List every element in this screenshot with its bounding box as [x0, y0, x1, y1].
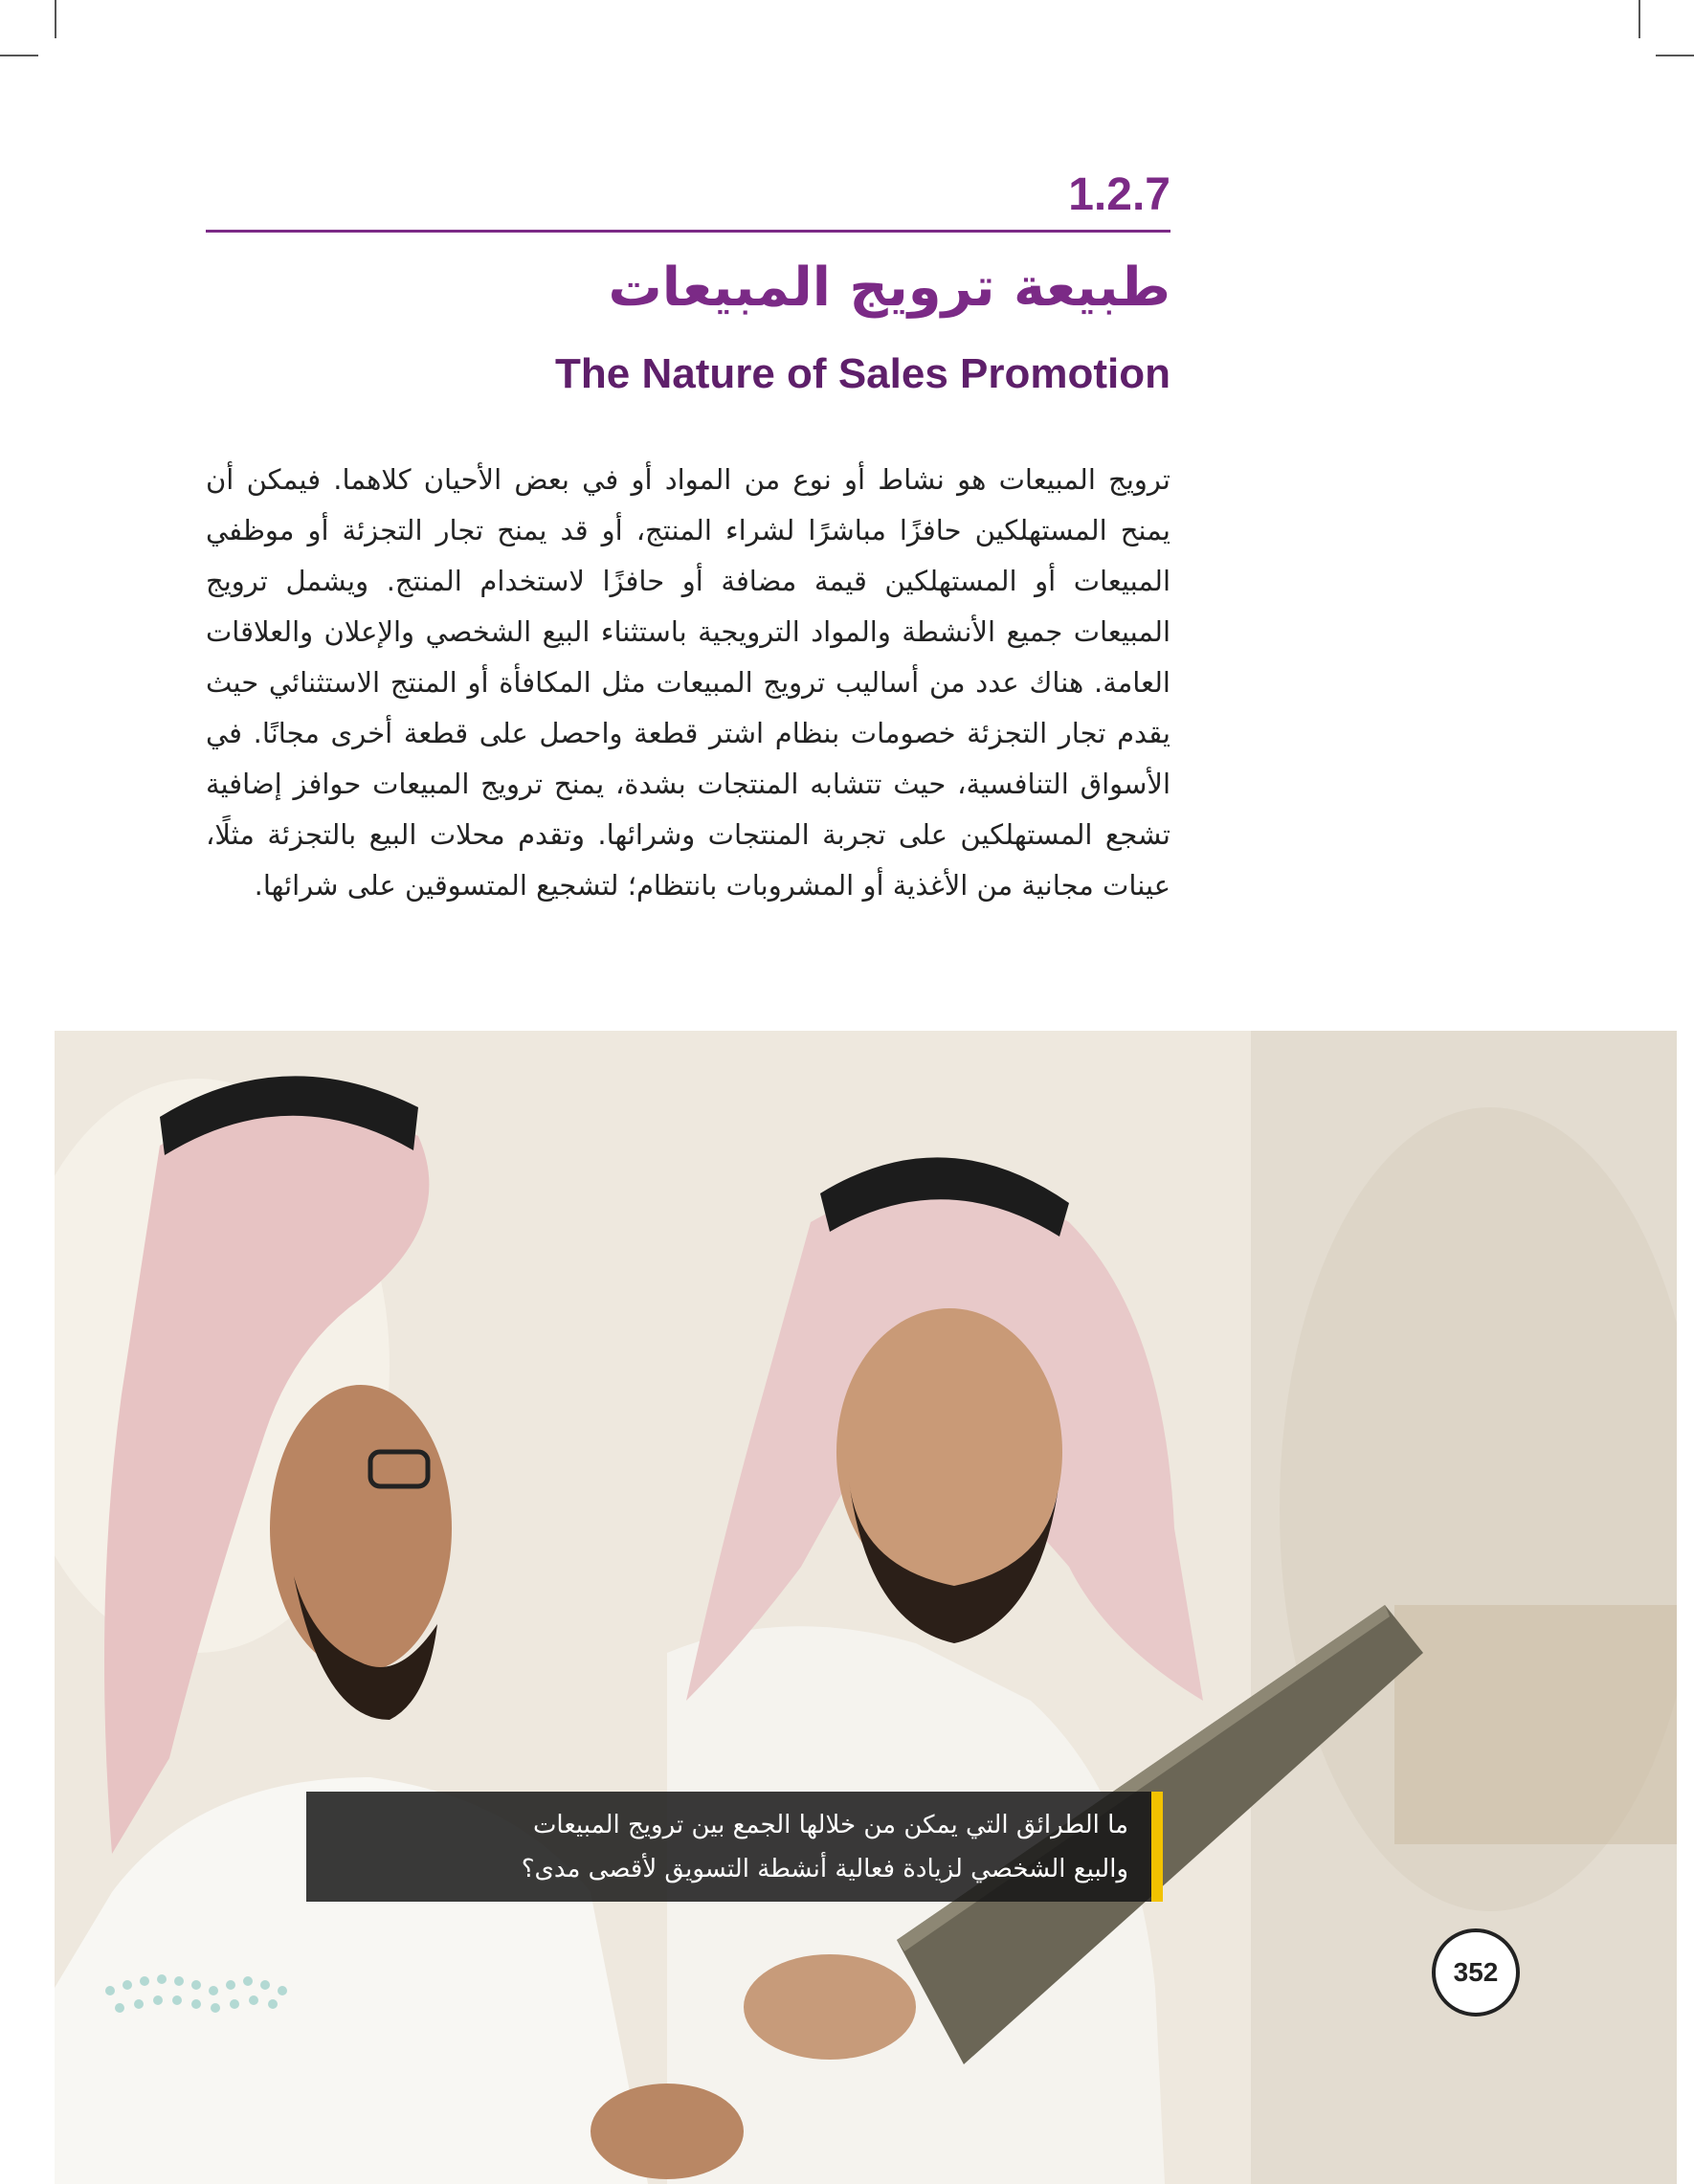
- crop-mark: [55, 0, 56, 38]
- section-number: 1.2.7: [1068, 169, 1170, 220]
- question-callout: [306, 1792, 1163, 1902]
- page-title-english: The Nature of Sales Promotion: [555, 350, 1170, 397]
- page-number: 352: [1432, 1928, 1520, 2017]
- question-line-2: والبيع الشخصي لزيادة فعالية أنشطة التسويق لأقصى مدى؟: [521, 1855, 1128, 1883]
- logo-icon: [91, 1972, 321, 2077]
- crop-mark: [1656, 55, 1694, 56]
- body-paragraph: ترويج المبيعات هو نشاط أو نوع من المواد أو في بعض الأحيان كلاهما. فيمكن أن يمنح المستهلكين حافزًا مباشرًا لشراء المنتج، أو قد يمنح تجار التجزئة أو موظفي المبيعات أو المستهلكين قيمة مضافة أو حافزًا لاستخدام المنتج. ويشمل ترويج المبيعات جميع الأنشطة والمواد الترويجية باستثناء البيع الشخصي والإعلان والعلاقات العامة. هناك عدد من أساليب ترويج المبيعات مثل المكافأة أو المنتج الاستثنائي حيث يقدم تجار التجزئة خصومات بنظام اشتر قطعة واحصل على قطعة أخرى مجانًا. في الأسواق التنافسية، حيث تتشابه المنتجات بشدة، يمنح ترويج المبيعات حوافز إضافية تشجع المستهلكين على تجربة المنتجات وشرائها. وتقدم محلات البيع بالتجزئة مثلًا، عينات مجانية من الأغذية أو المشروبات بانتظام؛ لتشجيع المتسوقين على شرائها.: [206, 463, 1170, 902]
- crop-mark: [1638, 0, 1640, 38]
- page-title-arabic: طبيعة ترويج المبيعات: [608, 256, 1170, 319]
- question-line-1: ما الطرائق التي يمكن من خلالها الجمع بين ترويج المبيعات: [532, 1811, 1128, 1839]
- crop-mark: [0, 55, 38, 56]
- ministry-of-education-logo: [91, 1972, 321, 2077]
- title-rule: [206, 230, 1170, 233]
